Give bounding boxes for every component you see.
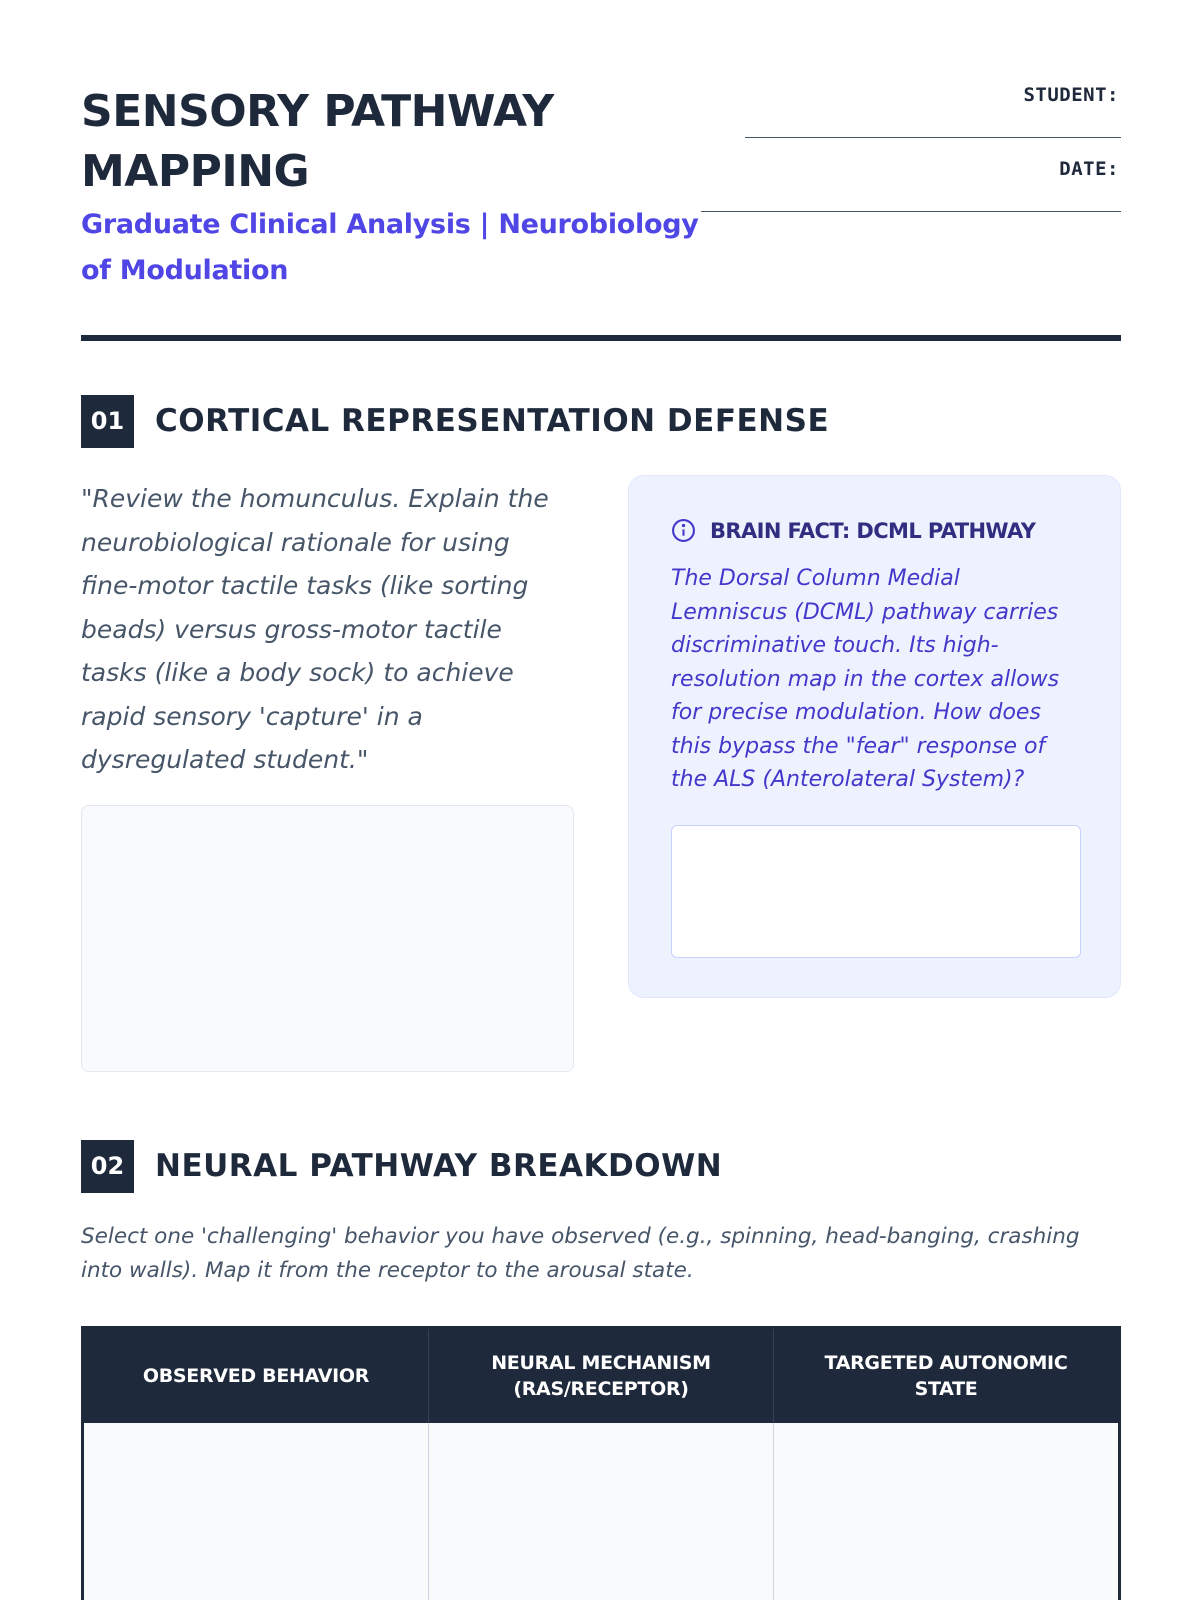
section-1-number: 01	[81, 395, 134, 448]
date-row	[681, 156, 1121, 230]
brain-fact-body: The Dorsal Column Medial Lemniscus (DCML) pathway carries discriminative touch. Its high-resolution map in the cortex allows for precise modulation. How does this bypass the "fear" response of the ALS (Anterolateral System)?	[671, 566, 1060, 792]
cell-observed-behavior[interactable]	[84, 1423, 428, 1600]
table-row	[84, 1423, 1118, 1600]
cell-autonomic-state[interactable]	[773, 1423, 1118, 1600]
section-1-title: CORTICAL REPRESENTATION DEFENSE	[155, 403, 830, 439]
section-1-prompt: "Review the homunculus. Explain the neurobiological rationale for using fine-motor tactile tasks (like sorting beads) versus gross-motor tactile tasks (like a body sock) to achieve rapid sensory 'capture' in a dysregulated student."	[81, 484, 549, 774]
brain-fact-title: BRAIN FACT: DCML PATHWAY	[710, 518, 1036, 543]
table-header	[84, 1329, 1118, 1423]
brain-fact-answer-box[interactable]	[671, 825, 1081, 958]
column-header-autonomic-state: TARGETED AUTONOMIC STATE	[773, 1329, 1118, 1423]
page-title: SENSORY PATHWAY MAPPING	[81, 86, 554, 197]
date-field[interactable]	[701, 211, 1121, 212]
header-divider	[81, 335, 1121, 341]
info-icon	[671, 518, 696, 543]
student-name-field[interactable]	[745, 137, 1121, 138]
pathway-table	[81, 1326, 1121, 1600]
brain-fact-header	[671, 518, 1035, 543]
section-2-title: NEURAL PATHWAY BREAKDOWN	[155, 1148, 723, 1184]
column-header-observed-behavior: OBSERVED BEHAVIOR	[142, 1365, 370, 1387]
column-header-neural-mechanism: NEURAL MECHANISM (RAS/RECEPTOR)	[428, 1329, 773, 1423]
section-2-instructions: Select one 'challenging' behavior you have observed (e.g., spinning, head-banging, crashing into walls). Map it from the receptor to the arousal state.	[81, 1224, 1080, 1283]
worksheet-header	[81, 82, 1121, 292]
student-info	[681, 82, 1121, 230]
section-1-heading	[81, 394, 1121, 448]
page-subtitle: Graduate Clinical Analysis | Neurobiology of Modulation	[81, 209, 699, 286]
section-2-number: 02	[81, 1140, 134, 1193]
section-2-heading	[81, 1139, 1121, 1193]
student-label: STUDENT:	[1023, 84, 1119, 106]
brain-fact-card	[628, 475, 1121, 998]
student-row	[681, 82, 1121, 156]
cell-neural-mechanism[interactable]	[428, 1423, 773, 1600]
date-label: DATE:	[1059, 158, 1119, 180]
section-1-answer-box[interactable]	[81, 805, 574, 1072]
